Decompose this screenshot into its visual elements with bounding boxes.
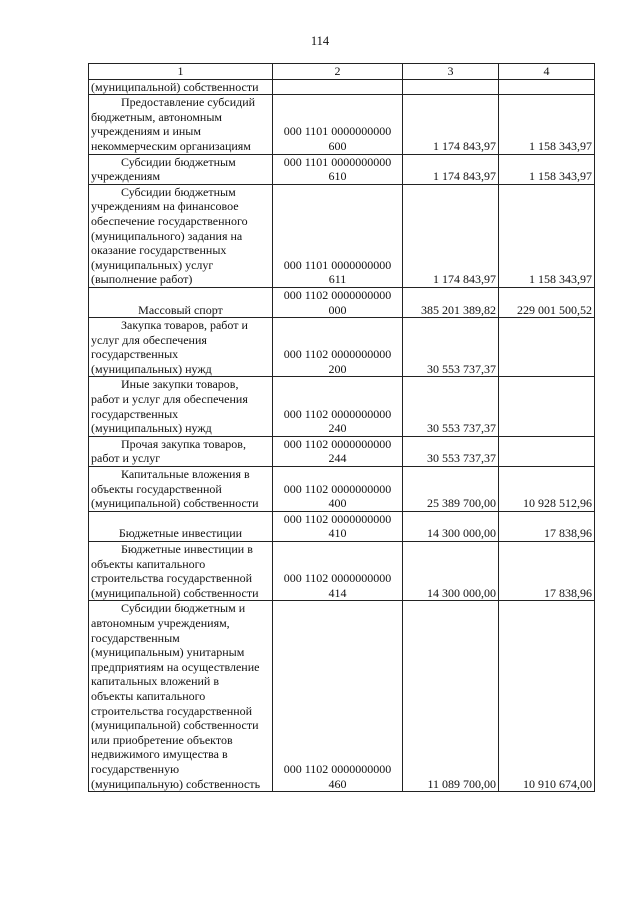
item-name-line: (выполнение работ) xyxy=(91,272,193,287)
amount-col4-cell xyxy=(499,436,595,466)
item-name-line: Субсидии бюджетным xyxy=(121,184,236,199)
item-name-line: бюджетным, автономным xyxy=(91,109,222,124)
table-row xyxy=(89,287,595,317)
budget-code-cell: 000 1101 0000000000 611 xyxy=(273,184,403,287)
item-name-line: капитальных вложений в xyxy=(91,674,220,689)
item-name-cell xyxy=(89,601,273,792)
item-name-line: строительства государственной xyxy=(91,571,253,586)
budget-code-cell xyxy=(273,79,403,95)
item-name-line: некоммерческим организациям xyxy=(91,138,251,153)
item-name-cell xyxy=(89,184,273,287)
item-name-line: (муниципальной) собственности xyxy=(91,585,259,600)
item-name-line: строительства государственной xyxy=(91,703,253,718)
item-name-line: автономным учреждениям, xyxy=(91,615,230,630)
header-cell-4: 4 xyxy=(499,64,595,80)
amount-col4-cell: 10 928 512,96 xyxy=(499,467,595,512)
budget-code-cell: 000 1102 0000000000 244 xyxy=(273,436,403,466)
table-row xyxy=(89,601,595,792)
amount-col3-cell xyxy=(403,79,499,95)
amount-col4-cell: 229 001 500,52 xyxy=(499,287,595,317)
amount-col4-cell xyxy=(499,318,595,377)
item-name-line: Субсидии бюджетным и xyxy=(121,601,246,616)
amount-col3-cell: 14 300 000,00 xyxy=(403,511,499,541)
amount-col4-cell: 17 838,96 xyxy=(499,542,595,601)
amount-col3-cell: 14 300 000,00 xyxy=(403,542,499,601)
item-name-line: Массовый спорт xyxy=(138,302,223,317)
item-name-cell xyxy=(89,467,273,512)
item-name-line: (муниципальных) нужд xyxy=(91,421,212,436)
item-name-line: учреждениям xyxy=(91,169,161,184)
header-cell-3: 3 xyxy=(403,64,499,80)
item-name-line: Предоставление субсидий xyxy=(121,95,256,110)
amount-col3-cell: 1 174 843,97 xyxy=(403,95,499,154)
amount-col3-cell: 385 201 389,82 xyxy=(403,287,499,317)
item-name-line: Иные закупки товаров, xyxy=(121,377,239,392)
table-row xyxy=(89,154,595,184)
item-name-cell xyxy=(89,287,273,317)
budget-code-cell: 000 1102 0000000000 460 xyxy=(273,601,403,792)
table-row xyxy=(89,511,595,541)
table-row xyxy=(89,436,595,466)
item-name-line: или приобретение объектов xyxy=(91,732,233,747)
item-name-line: (муниципальных) услуг xyxy=(91,257,214,272)
item-name-line: Прочая закупка товаров, xyxy=(121,436,246,451)
item-name-line: оказание государственных xyxy=(91,243,227,258)
item-name-line: Бюджетные инвестиции xyxy=(118,526,243,541)
table-row xyxy=(89,184,595,287)
budget-code-cell: 000 1102 0000000000 200 xyxy=(273,318,403,377)
budget-code-cell: 000 1102 0000000000 414 xyxy=(273,542,403,601)
item-name-line: услуг для обеспечения xyxy=(91,332,207,347)
item-name-line: государственным xyxy=(91,630,180,645)
item-name-line: Бюджетные инвестиции в xyxy=(121,542,253,556)
item-name-line: (муниципальным) унитарным xyxy=(91,645,245,660)
item-name-cell xyxy=(89,511,273,541)
amount-col3-cell: 30 553 737,37 xyxy=(403,377,499,436)
item-name-line: государственных xyxy=(91,406,179,421)
budget-code-cell: 000 1102 0000000000 410 xyxy=(273,511,403,541)
item-name-line: государственную xyxy=(91,761,180,776)
table-row xyxy=(89,318,595,377)
budget-table xyxy=(88,63,595,792)
item-name-cell xyxy=(89,79,273,95)
budget-code-cell: 000 1102 0000000000 240 xyxy=(273,377,403,436)
item-name-line: работ и услуг xyxy=(91,451,161,466)
item-name-line: объекты капитального xyxy=(91,556,206,571)
item-name-line: (муниципальной) собственности xyxy=(91,79,259,94)
item-name-line: обеспечение государственного xyxy=(91,213,248,228)
page-number: 114 xyxy=(310,34,330,48)
item-name-cell xyxy=(89,377,273,436)
table-row xyxy=(89,542,595,601)
item-name-line: учреждениям на финансовое xyxy=(91,199,239,214)
budget-code-cell: 000 1102 0000000000 400 xyxy=(273,467,403,512)
item-name-cell xyxy=(89,542,273,601)
budget-code-cell: 000 1102 0000000000 000 xyxy=(273,287,403,317)
header-cell-2: 2 xyxy=(273,64,403,80)
budget-code-cell: 000 1101 0000000000 600 xyxy=(273,95,403,154)
item-name-cell xyxy=(89,154,273,184)
item-name-cell xyxy=(89,318,273,377)
table-row xyxy=(89,95,595,154)
amount-col4-cell xyxy=(499,377,595,436)
amount-col3-cell: 1 174 843,97 xyxy=(403,184,499,287)
amount-col3-cell: 30 553 737,37 xyxy=(403,318,499,377)
item-name-line: работ и услуг для обеспечения xyxy=(91,392,248,407)
table-row xyxy=(89,79,595,95)
item-name-line: (муниципальную) собственность xyxy=(91,776,261,791)
item-name-line: учреждениям и иным xyxy=(91,124,201,139)
item-name-cell xyxy=(89,95,273,154)
amount-col4-cell xyxy=(499,79,595,95)
item-name-line: (муниципального) задания на xyxy=(91,228,243,243)
table-row xyxy=(89,467,595,512)
amount-col4-cell: 1 158 343,97 xyxy=(499,154,595,184)
header-cell-1: 1 xyxy=(89,64,273,80)
item-name-line: предприятиям на осуществление xyxy=(91,659,260,674)
amount-col3-cell: 11 089 700,00 xyxy=(403,601,499,792)
item-name-line: Закупка товаров, работ и xyxy=(121,318,248,333)
item-name-line: (муниципальной) собственности xyxy=(91,718,259,733)
amount-col4-cell: 1 158 343,97 xyxy=(499,184,595,287)
budget-code-cell: 000 1101 0000000000 610 xyxy=(273,154,403,184)
amount-col4-cell: 10 910 674,00 xyxy=(499,601,595,792)
item-name-line: объекты государственной xyxy=(91,481,222,496)
header-row xyxy=(89,64,595,80)
item-name-line: объекты капитального xyxy=(91,688,206,703)
item-name-line: (муниципальной) собственности xyxy=(91,496,259,511)
item-name-line: недвижимого имущества в xyxy=(91,747,228,762)
item-name-line: (муниципальных) нужд xyxy=(91,361,212,376)
amount-col4-cell: 17 838,96 xyxy=(499,511,595,541)
item-name-line: Субсидии бюджетным xyxy=(121,154,236,169)
amount-col3-cell: 30 553 737,37 xyxy=(403,436,499,466)
item-name-cell xyxy=(89,436,273,466)
table-row xyxy=(89,377,595,436)
item-name-line: Капитальные вложения в xyxy=(121,467,250,482)
amount-col3-cell: 1 174 843,97 xyxy=(403,154,499,184)
amount-col4-cell: 1 158 343,97 xyxy=(499,95,595,154)
item-name-line: государственных xyxy=(91,347,179,362)
amount-col3-cell: 25 389 700,00 xyxy=(403,467,499,512)
